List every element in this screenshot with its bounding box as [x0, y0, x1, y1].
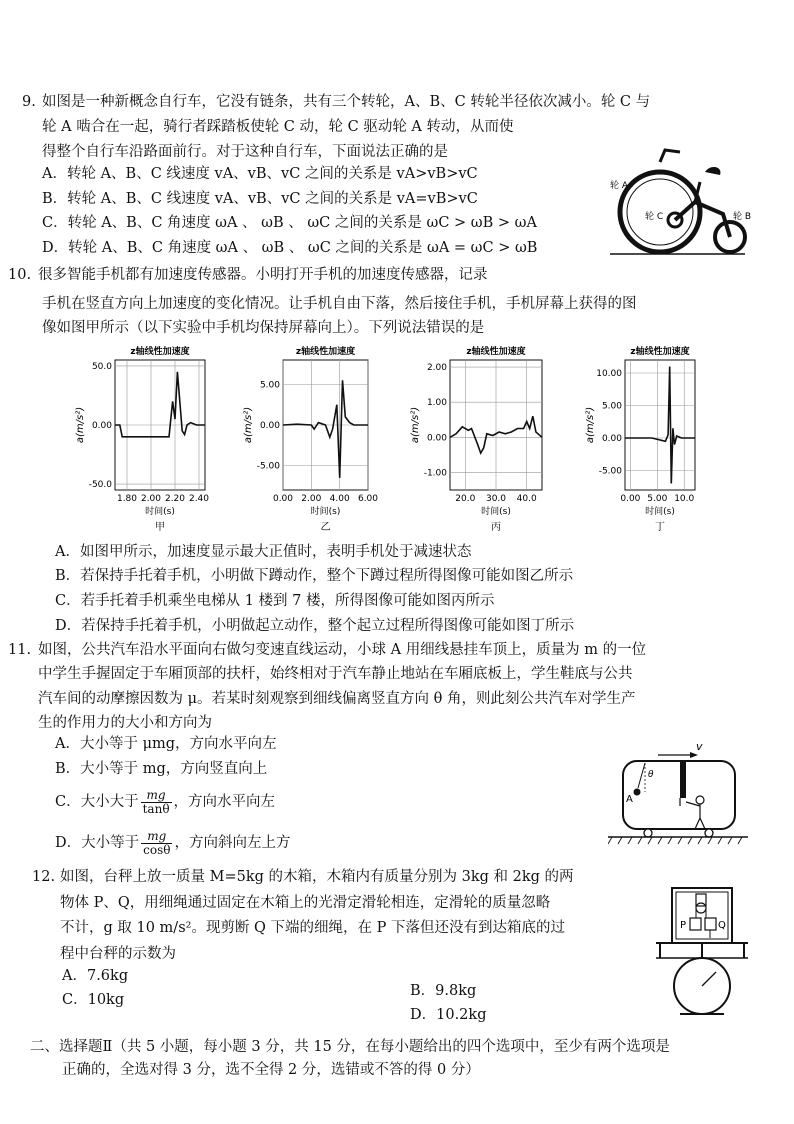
y-tick-label-2-0: 2.00: [426, 363, 447, 374]
y-tick-label-3-2: 0.00: [601, 434, 622, 444]
y-tick-label-0-1: 0.00: [91, 421, 112, 431]
y-axis-label-0: a(m/s²): [75, 406, 86, 444]
x-tick-label-3-0: 0.00: [620, 494, 641, 504]
q12-stem-line1: 如图，台秤上放一质量 M=5kg 的木箱，木箱内有质量分别为 3kg 和 2kg 的两: [60, 869, 574, 885]
x-axis-label-2: 时间(s): [481, 507, 511, 517]
x-tick-label-2-0: 20.0: [455, 494, 476, 504]
y-tick-label-3-0: 10.00: [596, 369, 622, 379]
x-tick-label-2-1: 30.0: [485, 494, 507, 504]
q11-number: 11.: [8, 642, 32, 658]
series-line-0: [115, 372, 205, 437]
q11-option-c-denominator: tanθ: [142, 801, 170, 816]
q10-option-d: D．若保持手托着手机，小明做起立动作，整个起立过程所得图像可能如图丁所示: [55, 618, 575, 634]
ball-a-label: A: [626, 794, 633, 805]
y-axis-label-2: a(m/s²): [410, 406, 421, 444]
q11-option-a: A．大小等于 μmg，方向水平向左: [55, 736, 277, 752]
bus-figure: [608, 740, 748, 848]
y-tick-label-1-1: 0.00: [259, 421, 280, 431]
velocity-label: v: [696, 740, 703, 753]
x-tick-label-3-2: 10.0: [674, 494, 695, 504]
wheel-a-label: 轮 A: [610, 181, 629, 191]
x-tick-label-3-1: 5.00: [647, 494, 668, 504]
q11-option-d-prefix: D．大小等于: [55, 835, 140, 851]
q11-option-d-suffix: ，方向斜向左上方: [174, 835, 291, 851]
q11-option-c-suffix: ，方向水平向左: [173, 794, 276, 810]
q10-stem-line3: 像如图甲所示（以下实验中手机均保持屏幕向上）。下列说法错误的是: [42, 320, 485, 336]
x-axis-label-3: 时间(s): [645, 507, 675, 517]
q11-option-c-prefix: C．大小大于: [55, 794, 139, 810]
q11-option-d-fraction: [141, 830, 172, 857]
y-axis-label-1: a(m/s²): [243, 406, 254, 444]
chart-title-1: z轴线性加速度: [295, 347, 356, 357]
y-tick-label-2-1: 1.00: [426, 398, 447, 409]
y-tick-label-0-2: -50.0: [88, 480, 112, 491]
x-tick-label-0-2: 2.20: [164, 494, 186, 504]
x-tick-label-0-3: 2.40: [188, 494, 210, 504]
y-tick-label-3-1: 5.00: [601, 401, 622, 412]
x-tick-label-1-0: 0.00: [272, 494, 294, 504]
q12-option-c: C．10kg: [62, 992, 125, 1008]
chart-title-0: z轴线性加速度: [130, 347, 190, 357]
q9-stem-line3: 得整个自行车沿路面前行。对于这种自行车，下面说法正确的是: [42, 144, 448, 160]
chart-caption-0: 甲: [155, 522, 165, 533]
q12-option-d: D．10.2kg: [410, 1007, 487, 1023]
q11-option-c: [55, 786, 275, 818]
chart-caption-2: 丙: [491, 522, 501, 533]
q9-stem-line1: 如图是一种新概念自行车，它没有链条，共有三个转轮，A、B、C 转轮半径依次减小。轮 C 与: [42, 94, 651, 110]
wheel-c-label: 轮 C: [645, 212, 664, 222]
q9-option-a: A．转轮 A、B、C 线速度 vA、vB、vC 之间的关系是 vA>vB>vC: [42, 166, 478, 182]
q11-stem-line3: 汽车间的动摩擦因数为 μ。若某时刻观察到细线偏离竖直方向 θ 角，则此刻公共汽车对学生产: [38, 691, 636, 707]
chart-caption-3: 丁: [655, 522, 665, 533]
q11-option-d-numerator: mg: [141, 830, 172, 844]
theta-label: θ: [648, 770, 654, 780]
y-tick-label-3-3: -5.00: [598, 466, 622, 477]
q10-option-a: A．如图甲所示，加速度显示最大正值时，表明手机处于减速状态: [55, 544, 472, 560]
q11-stem-line4: 生的作用力的大小和方向为: [38, 715, 212, 731]
q11-stem-line2: 中学生手握固定于车厢顶部的扶杆，始终相对于汽车静止地站在车厢底板上，学生鞋底与公共: [38, 666, 633, 682]
q11-option-d: [55, 827, 290, 859]
y-tick-label-0-0: 50.0: [91, 361, 112, 372]
q12-stem-line4: 程中台秤的示数为: [60, 946, 176, 962]
bicycle-figure: [605, 142, 775, 257]
x-axis-label-0: 时间(s): [145, 507, 175, 517]
q10-stem-line2: 手机在竖直方向上加速度的变化情况。让手机自由下落，然后接住手机，手机屏幕上获得的图: [42, 296, 637, 312]
object-q-label: Q: [718, 920, 726, 931]
q12-number: 12.: [32, 869, 56, 885]
acceleration-charts: [40, 340, 740, 540]
q12-option-b: B．9.8kg: [410, 983, 477, 999]
x-tick-label-1-3: 6.00: [357, 494, 379, 504]
x-tick-label-1-2: 4.00: [329, 494, 350, 504]
scale-figure: [650, 880, 760, 1020]
series-line-1: [283, 380, 368, 478]
x-tick-label-0-0: 1.80: [116, 494, 138, 504]
chart-title-2: z轴线性加速度: [466, 347, 526, 357]
q12-stem-line2: 物体 P、Q，用细绳通过固定在木箱上的光滑定滑轮相连，定滑轮的质量忽略: [60, 895, 551, 911]
q12-stem-line3: 不计，g 取 10 m/s²。现剪断 Q 下端的细绳，在 P 下落但还没有到达箱底的过: [60, 920, 566, 936]
y-axis-label-3: a(m/s²): [585, 406, 596, 444]
y-tick-label-2-3: -1.00: [423, 468, 447, 479]
q9-option-b: B．转轮 A、B、C 线速度 vA、vB、vC 之间的关系是 vA=vB>vC: [42, 191, 478, 207]
q9-option-c: C．转轮 A、B、C 角速度 ωA 、 ωB 、 ωC 之间的关系是 ωC > ωB > ωA: [42, 215, 537, 231]
y-tick-label-1-2: -5.00: [256, 461, 280, 472]
q9-stem-line2: 轮 A 啮合在一起，骑行者踩踏板使轮 C 动，轮 C 驱动轮 A 转动，从而使: [42, 119, 514, 135]
x-axis-label-1: 时间(s): [310, 507, 341, 517]
y-tick-label-1-0: 5.00: [259, 380, 280, 391]
q10-stem-line1: 很多智能手机都有加速度传感器。小明打开手机的加速度传感器，记录: [38, 267, 488, 283]
q10-option-c: C．若手托着手机乘坐电梯从 1 楼到 7 楼，所得图像可能如图丙所示: [55, 593, 495, 609]
x-tick-label-0-1: 2.00: [140, 494, 162, 504]
wheel-b-label: 轮 B: [733, 212, 752, 222]
section2-line1: 二、选择题Ⅱ（共 5 小题，每小题 3 分，共 15 分，在每小题给出的四个选项中，至少有两个选项是: [30, 1039, 670, 1055]
object-p-label: P: [680, 920, 687, 931]
q10-number: 10.: [8, 267, 32, 283]
chart-caption-1: 乙: [320, 522, 331, 533]
x-tick-label-1-1: 2.00: [301, 494, 322, 504]
section2-line2: 正确的，全选对得 3 分，选不全得 2 分，选错或不答的得 0 分）: [62, 1062, 480, 1078]
q12-option-a: A．7.6kg: [62, 968, 129, 984]
q9-number: 9.: [22, 94, 36, 110]
q11-stem-line1: 如图，公共汽车沿水平面向右做匀变速直线运动，小球 A 用细线悬挂车顶上，质量为 m 的一位: [38, 642, 647, 658]
q9-option-d: D．转轮 A、B、C 角速度 ωA 、 ωB 、 ωC 之间的关系是 ωA = ωC > ωB: [42, 240, 538, 256]
q11-option-c-numerator: mg: [141, 789, 172, 803]
chart-title-3: z轴线性加速度: [630, 347, 690, 357]
q11-option-b: B．大小等于 mg，方向竖直向上: [55, 761, 268, 777]
q10-option-b: B．若保持手托着手机，小明做下蹲动作，整个下蹲过程所得图像可能如图乙所示: [55, 568, 574, 584]
x-tick-label-2-2: 40.0: [516, 494, 537, 504]
y-tick-label-2-2: 0.00: [426, 433, 447, 444]
q11-option-d-denominator: cosθ: [143, 842, 171, 857]
q11-option-c-fraction: [141, 789, 172, 816]
